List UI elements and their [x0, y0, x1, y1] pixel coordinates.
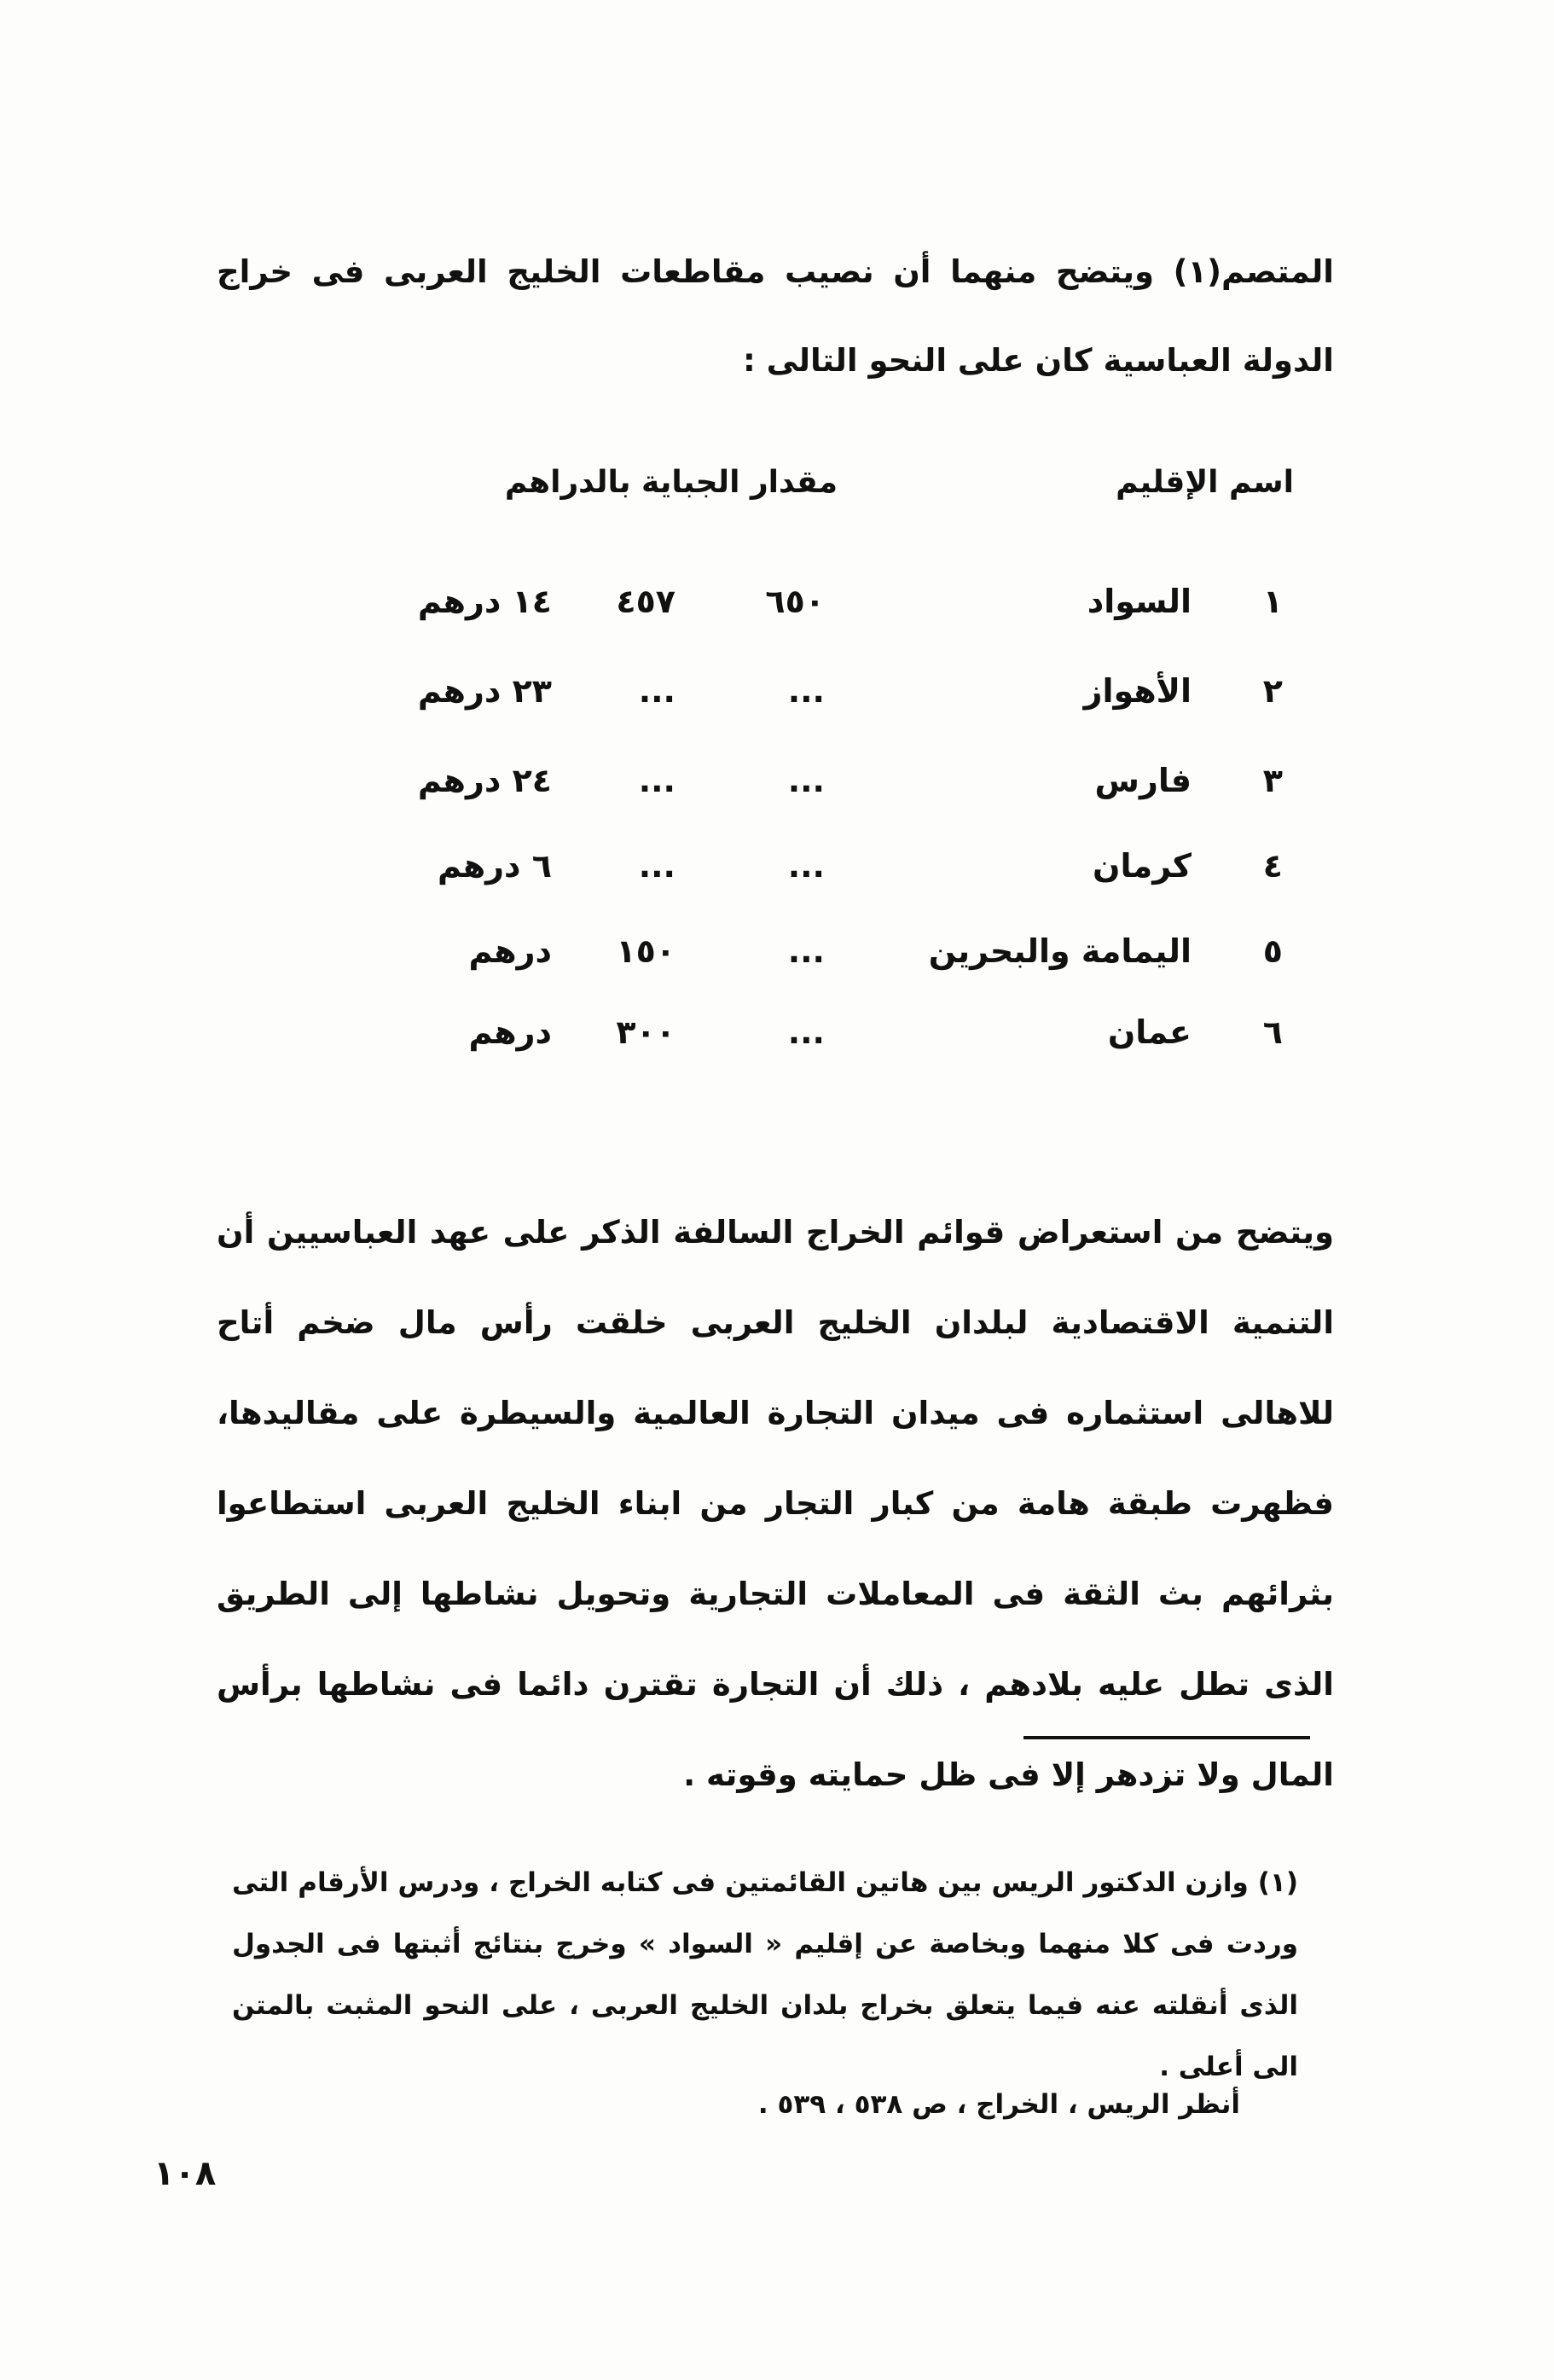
- amount-part-a: ...: [787, 847, 825, 885]
- amount-part-a: ...: [787, 672, 825, 710]
- intro-paragraph: المتصم(١) ويتضح منهما أن نصيب مقاطعات الخليج العربى فى خراج الدولة العباسية كان على النحو التالى :: [217, 253, 1334, 379]
- region-name: الأهواز: [1083, 672, 1192, 710]
- amount-part-c: درهم: [468, 1013, 552, 1051]
- amount-part-c: ٦ درهم: [438, 847, 552, 885]
- table-row: [0, 567, 1554, 636]
- table-row: [0, 917, 1554, 985]
- region-name: فارس: [1094, 762, 1192, 799]
- footnote-divider: [1023, 1736, 1310, 1739]
- amount-part-b: ...: [638, 847, 676, 885]
- table-row: [0, 832, 1554, 900]
- region-name: السواد: [1087, 583, 1192, 620]
- table-row: [0, 746, 1554, 815]
- row-number: ٦: [1262, 1013, 1283, 1051]
- row-number: ١: [1262, 583, 1283, 620]
- amount-part-a: ...: [787, 932, 825, 970]
- amount-part-c: ٢٤ درهم: [417, 762, 552, 799]
- table-row: [0, 657, 1554, 725]
- table-row: [0, 998, 1554, 1066]
- amount-part-c: ١٤ درهم: [417, 583, 552, 620]
- amount-part-b: ٤٥٧: [616, 583, 676, 620]
- amount-part-a: ...: [787, 1013, 825, 1051]
- footnote-text: (١) وازن الدكتور الريس بين هاتين القائمتين فى كتابه الخراج ، ودرس الأرقام التى وردت فى كلا منهما وبخاصة عن إقليم « السواد » وخرج بنتائج أثبتها فى الجدول الذى أنقلته عنه فيما يتعلق بخراج بلدان الخليج العربى ، على النحو المثبت بالمتن الى أعلى .: [232, 1867, 1298, 2082]
- amount-part-b: ...: [638, 672, 676, 710]
- region-name: كرمان: [1093, 847, 1192, 885]
- row-number: ٤: [1262, 847, 1283, 885]
- amount-part-b: ١٥٠: [616, 932, 676, 970]
- region-name: اليمامة والبحرين: [928, 932, 1192, 970]
- amount-part-b: ٣٠٠: [616, 1013, 676, 1051]
- table-header-amount: مقدار الجباية بالدراهم: [504, 465, 838, 500]
- row-number: ٢: [1262, 672, 1283, 710]
- amount-part-a: ٦٥٠: [765, 583, 825, 620]
- amount-part-b: ...: [638, 762, 676, 799]
- row-number: ٣: [1262, 762, 1283, 799]
- page-number: ١٠٨: [154, 2154, 217, 2193]
- amount-part-c: درهم: [468, 932, 552, 970]
- region-name: عمان: [1107, 1013, 1192, 1051]
- table-header-region: اسم الإقليم: [1116, 465, 1294, 500]
- amount-part-c: ٢٣ درهم: [417, 672, 552, 710]
- amount-part-a: ...: [787, 762, 825, 799]
- footnote-reference: أنظر الريس ، الخراج ، ص ٥٣٨ ، ٥٣٩ .: [757, 2089, 1240, 2120]
- row-number: ٥: [1262, 932, 1283, 970]
- body-paragraph: ويتضح من استعراض قوائم الخراج السالفة الذكر على عهد العباسيين أن التنمية الاقتصادية لبلدان الخليج العربى خلقت رأس مال ضخم أتاح للاهالى استثماره فى ميدان التجارة العالمية والسيطرة على مقاليدها، فظهرت طبقة هامة من كبار التجار من ابناء الخليج العربى استطاعوا بثرائهم بث الثقة فى المعاملات التجارية وتحويل نشاطها إلى الطريق الذى تطل عليه بلادهم ، ذلك أن التجارة تقترن دائما فى نشاطها برأس المال ولا تزدهر إلا فى ظل حمايته وقوته .: [217, 1214, 1334, 1793]
